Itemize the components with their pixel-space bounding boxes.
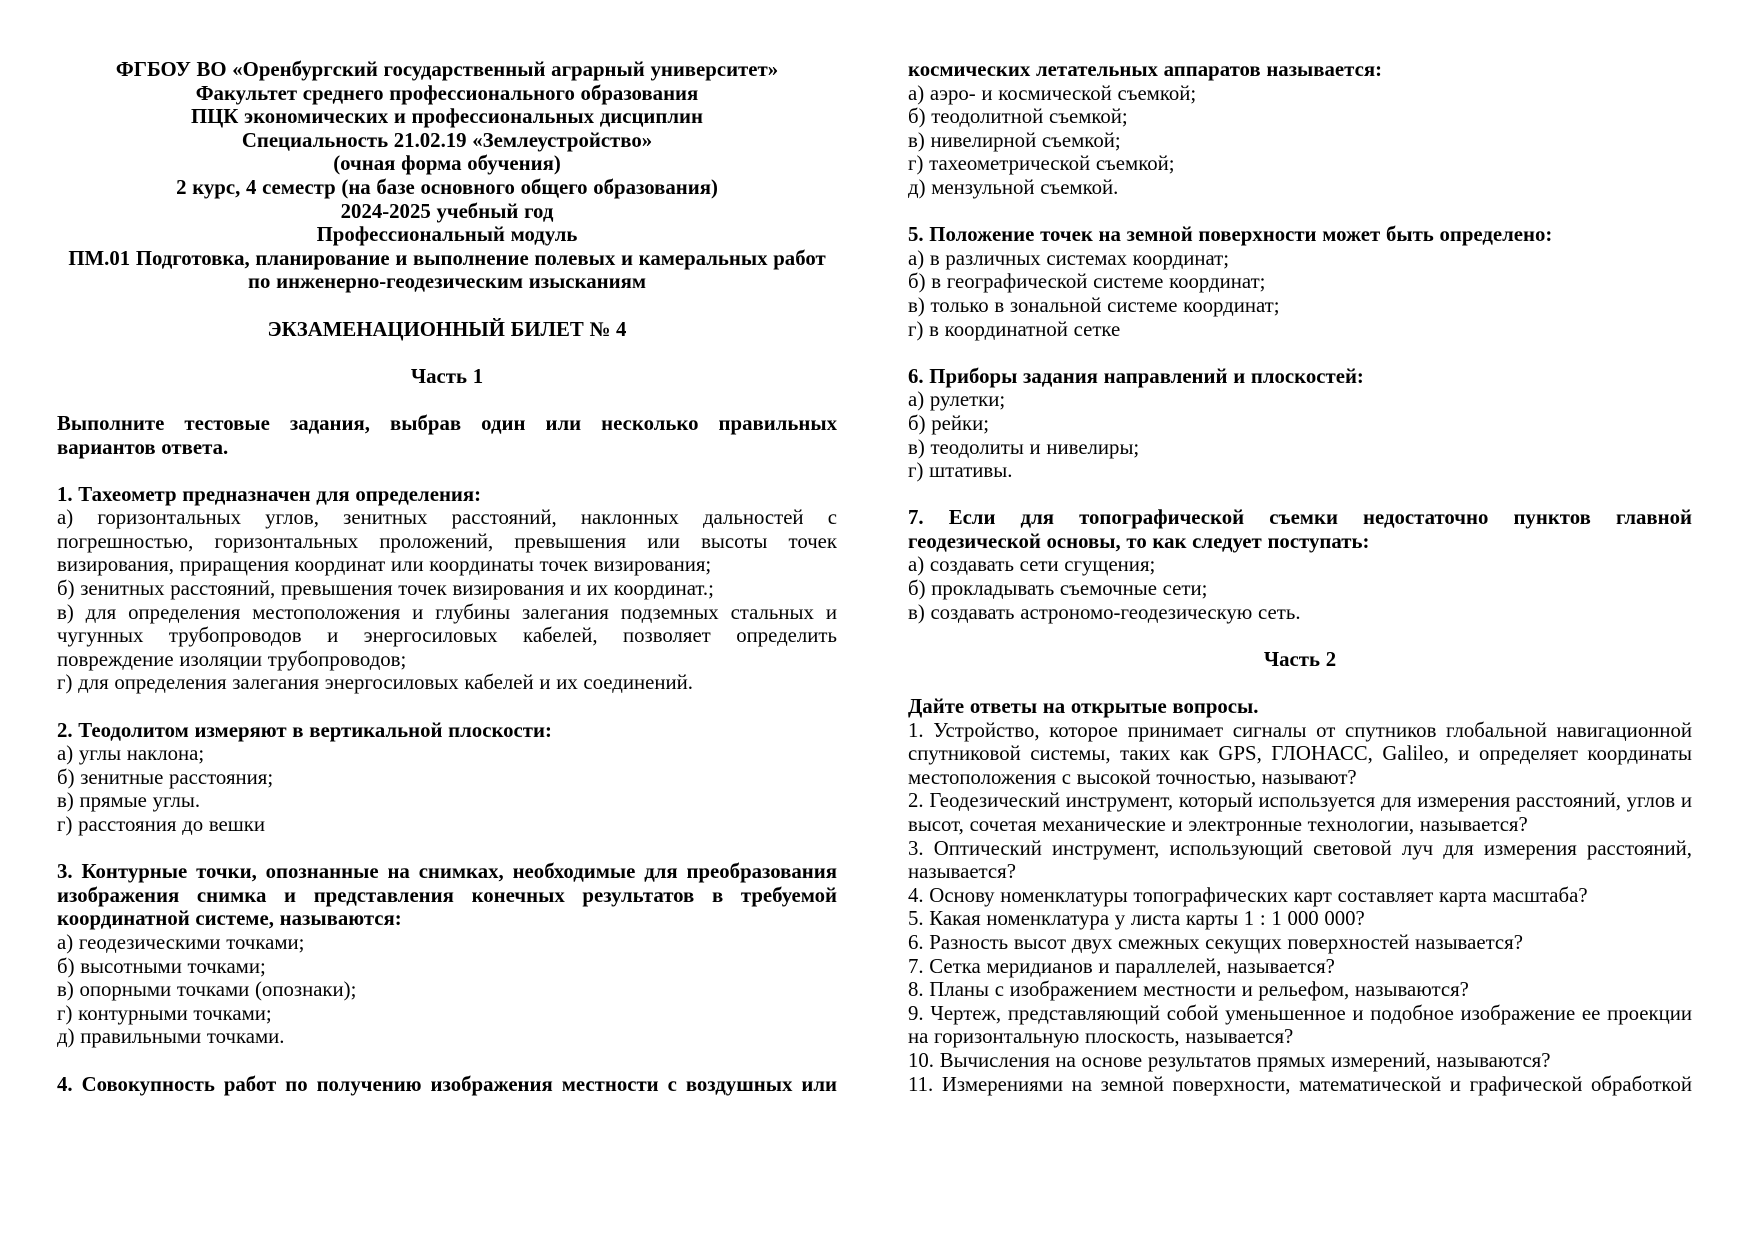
header-line-department: ПЦК экономических и профессиональных дисциплин <box>190 105 704 129</box>
question-3-option-d: д) правильными точками. <box>57 1025 285 1049</box>
open-question-5: 5. Какая номенклатура у листа карты 1 : 1 000 000? <box>908 907 1365 931</box>
right-column <box>908 58 1692 1241</box>
question-4-option-v: в) нивелирной съемкой; <box>908 128 1121 152</box>
question-2-option-g: г) расстояния до вешки <box>57 813 266 836</box>
open-question-10: 10. Вычисления на основе результатов прямых измерений, называются? <box>908 1048 1551 1072</box>
question-5-option-a: а) в различных системах координат; <box>908 246 1230 270</box>
open-question-4: 4. Основу номенклатуры топографических карт составляет карта масштаба? <box>908 883 1588 907</box>
question-6-option-v: в) теодолиты и нивелиры; <box>908 435 1140 459</box>
header-line-module-name: ПМ.01 Подготовка, планирование и выполнение полевых и камеральных работ по инженерно-геодезическим изысканиям <box>68 246 826 294</box>
question-4-option-b: б) теодолитной съемкой; <box>908 105 1128 129</box>
question-3-option-g: г) контурными точками; <box>57 1001 272 1025</box>
question-7-option-b: б) прокладывать съемочные сети; <box>908 577 1208 601</box>
part-1-instruction: Выполните тестовые задания, выбрав один или несколько правильных вариантов ответа. <box>57 411 837 459</box>
question-1-option-a: а) горизонтальных углов, зенитных расстояний, наклонных дальностей с погрешностью, горизонтальных проложений, превышения или высоты точек визирования, приращения координат или координаты точек визирования; <box>57 506 837 577</box>
question-2-option-b: б) зенитные расстояния; <box>57 765 274 789</box>
open-question-2: 2. Геодезический инструмент, который используется для измерения расстояний, углов и высот, сочетая механические и электронные технологии, называется? <box>908 789 1692 836</box>
question-3-option-v: в) опорными точками (опознаки); <box>57 978 357 1002</box>
question-4-heading-part1: 4. Совокупность работ по получению изображения местности с воздушных или <box>57 1072 837 1096</box>
question-7-option-a: а) создавать сети сгущения; <box>908 553 1156 577</box>
question-2-option-a: а) углы наклона; <box>57 742 205 766</box>
question-1-option-b: б) зенитных расстояний, превышения точек визирования и их координат.; <box>57 577 714 601</box>
header-line-university: ФГБОУ ВО «Оренбургский государственный аграрный университет» <box>115 58 779 81</box>
question-4-option-d: д) мензульной съемкой. <box>908 175 1119 199</box>
header-line-specialty: Специальность 21.02.19 «Землеустройство» <box>241 128 653 152</box>
header-line-course: 2 курс, 4 семестр (на базе основного общего образования) <box>176 175 718 199</box>
question-2-heading: 2. Теодолитом измеряют в вертикальной плоскости: <box>57 718 552 742</box>
question-5-option-g: г) в координатной сетке <box>908 317 1121 341</box>
question-1-option-g: г) для определения залегания энергосиловых кабелей и их соединений. <box>57 671 693 695</box>
question-1-heading: 1. Тахеометр предназначен для определения: <box>57 482 482 506</box>
question-3-option-b: б) высотными точками; <box>57 954 266 978</box>
question-7-option-v: в) создавать астрономо-геодезическую сеть. <box>908 600 1301 624</box>
question-1-option-v: в) для определения местоположения и глубины залегания подземных стальных и чугунных трубопроводов и энергосиловых кабелей, позволяет определить повреждение изоляции трубопроводов; <box>57 600 837 671</box>
question-3-heading: 3. Контурные точки, опознанные на снимках, необходимые для преобразования изображения снимка и представления конечных результатов в требуемой координатной системе, называются: <box>57 860 837 931</box>
exam-title: ЭКЗАМЕНАЦИОННЫЙ БИЛЕТ № 4 <box>267 317 627 341</box>
part-1-title: Часть 1 <box>410 364 484 388</box>
header-line-study-form: (очная форма обучения) <box>333 152 561 176</box>
header-line-faculty: Факультет среднего профессионального образования <box>195 81 699 105</box>
open-question-7: 7. Сетка меридианов и параллелей, называется? <box>908 954 1335 978</box>
open-question-8: 8. Планы с изображением местности и рельефом, называются? <box>908 978 1469 1002</box>
open-question-6: 6. Разность высот двух смежных секущих поверхностей называется? <box>908 930 1523 954</box>
question-5-option-b: б) в географической системе координат; <box>908 270 1266 294</box>
question-5-option-v: в) только в зональной системе координат; <box>908 293 1280 317</box>
question-7-heading: 7. Если для топографической съемки недостаточно пунктов главной геодезической основы, то как следует поступать: <box>908 506 1692 553</box>
open-question-11: 11. Измерениями на земной поверхности, математической и графической обработкой <box>908 1072 1692 1096</box>
question-4-option-a: а) аэро- и космической съемкой; <box>908 81 1197 105</box>
left-column <box>57 58 837 1241</box>
part-2-title: Часть 2 <box>1263 647 1337 671</box>
header-line-year: 2024-2025 учебный год <box>340 199 554 223</box>
header-line-module: Профессиональный модуль <box>316 223 578 247</box>
question-5-heading: 5. Положение точек на земной поверхности может быть определено: <box>908 223 1553 247</box>
question-2-option-v: в) прямые углы. <box>57 789 201 813</box>
question-6-option-b: б) рейки; <box>908 411 989 435</box>
question-6-option-g: г) штативы. <box>908 459 1013 483</box>
question-3-option-a: а) геодезическими точками; <box>57 930 305 954</box>
open-question-9: 9. Чертеж, представляющий собой уменьшенное и подобное изображение ее проекции на горизонтальную плоскость, называется? <box>908 1001 1692 1049</box>
question-6-option-a: а) рулетки; <box>908 388 1006 412</box>
part-2-instruction: Дайте ответы на открытые вопросы. <box>908 695 1259 719</box>
question-4-option-g: г) тахеометрической съемкой; <box>908 152 1175 176</box>
question-6-heading: 6. Приборы задания направлений и плоскостей: <box>908 364 1364 388</box>
open-question-1: 1. Устройство, которое принимает сигналы от спутников глобальной навигационной спутниковой системы, таких как GPS, ГЛОНАСС, Galileo, и определяет координаты местоположения с высокой точностью, называют? <box>908 718 1692 789</box>
open-question-3: 3. Оптический инструмент, использующий световой луч для измерения расстояний, называется? <box>908 836 1692 884</box>
question-4-heading-part2: космических летательных аппаратов называется: <box>908 58 1383 81</box>
